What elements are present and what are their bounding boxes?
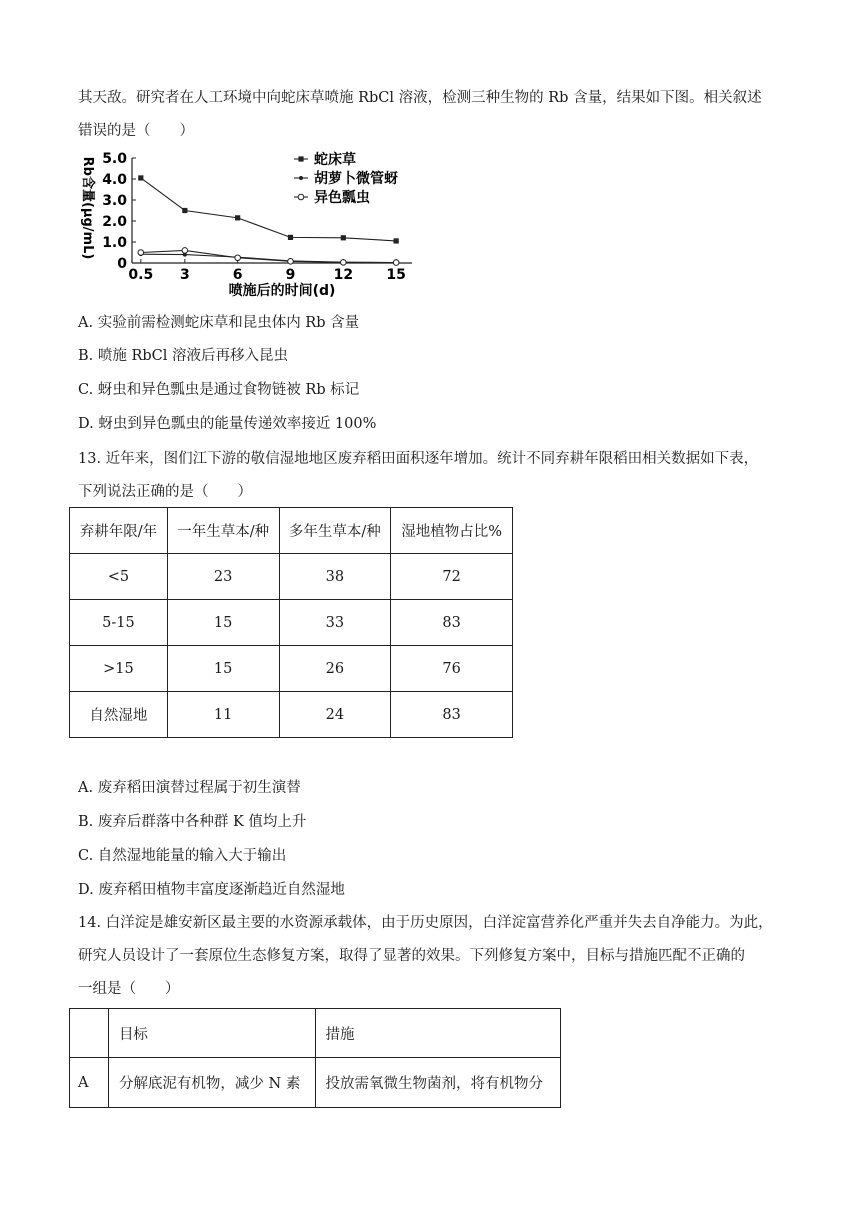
data-point [288, 259, 294, 265]
legend-item [294, 189, 370, 206]
table-cell: 11 [167, 692, 279, 738]
y-tick-label: 4.0 [102, 172, 127, 188]
q14-table [69, 1008, 561, 1108]
q12-option-d: D. 蚜虫到异色瓢虫的能量传递效率接近 100% [78, 416, 377, 432]
q14-stem-line1: 14. 白洋淀是雄安新区最主要的水资源承载体，由于历史原因，白洋淀富营养化严重并失去自净能力。为此， [78, 915, 773, 931]
data-point [182, 248, 188, 254]
table-cell: >15 [70, 646, 168, 692]
table-cell: 23 [167, 554, 279, 600]
table-cell: 76 [391, 646, 513, 692]
data-point [235, 255, 241, 261]
rb-content-chart [74, 148, 420, 302]
header-cell: 措施 [315, 1009, 561, 1058]
series-line [141, 178, 396, 241]
y-tick-label: 3.0 [102, 193, 127, 209]
data-point [182, 208, 187, 213]
table-cell: 15 [167, 646, 279, 692]
series-line [141, 254, 396, 262]
table-cell: <5 [70, 554, 168, 600]
table-cell: 72 [391, 554, 513, 600]
table-cell: 26 [279, 646, 391, 692]
table-cell: 自然湿地 [70, 692, 168, 738]
q13-option-a: A. 废弃稻田演替过程属于初生演替 [78, 780, 301, 796]
table-cell: 5-15 [70, 600, 168, 646]
table-header-row [70, 1009, 561, 1058]
x-tick-label: 6 [232, 267, 243, 283]
table-cell: 38 [279, 554, 391, 600]
x-tick-label: 12 [333, 267, 354, 283]
x-tick-label: 0.5 [128, 267, 154, 283]
legend-label: 异色瓢虫 [314, 190, 370, 206]
table-row [70, 1058, 561, 1108]
data-point [138, 250, 144, 256]
data-point [341, 260, 347, 266]
data-point [341, 235, 346, 240]
y-tick-label: 1.0 [102, 235, 127, 251]
header-cell: 目标 [108, 1009, 315, 1058]
q13-table [69, 507, 513, 738]
x-axis-label: 喷施后的时间(d) [228, 283, 336, 299]
x-tick-label: 15 [386, 267, 406, 283]
q12-stem-line2: 错误的是（ ） [78, 123, 194, 139]
data-point [138, 175, 143, 180]
data-point [393, 260, 399, 266]
y-tick-label: 5.0 [102, 151, 127, 167]
data-point [394, 238, 399, 243]
table-header-row [70, 508, 513, 554]
chart-series [138, 175, 399, 265]
table-row [70, 554, 513, 600]
data-point [235, 215, 240, 220]
table-cell: 投放需氧微生物菌剂，将有机物分 [315, 1058, 561, 1108]
table-cell: 分解底泥有机物，减少 N 素 [108, 1058, 315, 1108]
series-line [141, 250, 396, 262]
y-axis-label: Rb含量(μg/mL) [80, 156, 95, 260]
x-tick-label: 3 [179, 267, 190, 283]
x-tick-label: 9 [285, 267, 296, 283]
q12-stem-line1: 其天敌。研究者在人工环境中向蛇床草喷施 RbCl 溶液，检测三种生物的 Rb 含量，结果如下图。相关叙述 [78, 90, 762, 106]
table-cell: 15 [167, 600, 279, 646]
table-row [70, 646, 513, 692]
table-cell: 24 [279, 692, 391, 738]
y-tick-label: 0 [117, 256, 127, 272]
table-row [70, 692, 513, 738]
legend-item [294, 170, 398, 187]
legend-label: 胡萝卜微管蚜 [314, 171, 398, 187]
q13-option-b: B. 废弃后群落中各种群 K 值均上升 [78, 814, 307, 830]
legend-marker [298, 194, 304, 200]
q13-stem-line1: 13. 近年来，图们江下游的敬信湿地地区废弃稻田面积逐年增加。统计不同弃耕年限稻田相关数据如下表， [78, 451, 759, 467]
chart-legend [294, 151, 398, 206]
q14-stem-line2: 研究人员设计了一套原位生态修复方案，取得了显著的效果。下列修复方案中，目标与措施匹配不正确的 [78, 948, 745, 964]
q13-option-c: C. 自然湿地能量的输入大于输出 [78, 848, 287, 864]
header-cell: 弃耕年限/年 [70, 508, 168, 554]
q13-option-d: D. 废弃稻田植物丰富度逐渐趋近自然湿地 [78, 882, 345, 898]
table-cell: 83 [391, 600, 513, 646]
header-cell: 多年生草本/种 [279, 508, 391, 554]
table-row [70, 600, 513, 646]
q14-stem-line3: 一组是（ ） [78, 981, 180, 997]
table-cell: A [70, 1058, 109, 1108]
table-cell: 33 [279, 600, 391, 646]
q12-option-a: A. 实验前需检测蛇床草和昆虫体内 Rb 含量 [78, 315, 360, 331]
q12-option-b: B. 喷施 RbCl 溶液后再移入昆虫 [78, 348, 289, 364]
legend-label: 蛇床草 [314, 152, 356, 168]
q12-option-c: C. 蚜虫和异色瓢虫是通过食物链被 Rb 标记 [78, 382, 360, 398]
header-cell: 一年生草本/种 [167, 508, 279, 554]
data-point [288, 235, 293, 240]
y-tick-label: 2.0 [102, 214, 127, 230]
legend-item [294, 151, 356, 168]
header-cell: 湿地植物占比% [391, 508, 513, 554]
table-cell: 83 [391, 692, 513, 738]
header-cell [70, 1009, 109, 1058]
q13-stem-line2: 下列说法正确的是（ ） [78, 484, 252, 500]
legend-marker [299, 176, 303, 180]
legend-marker [298, 156, 303, 161]
